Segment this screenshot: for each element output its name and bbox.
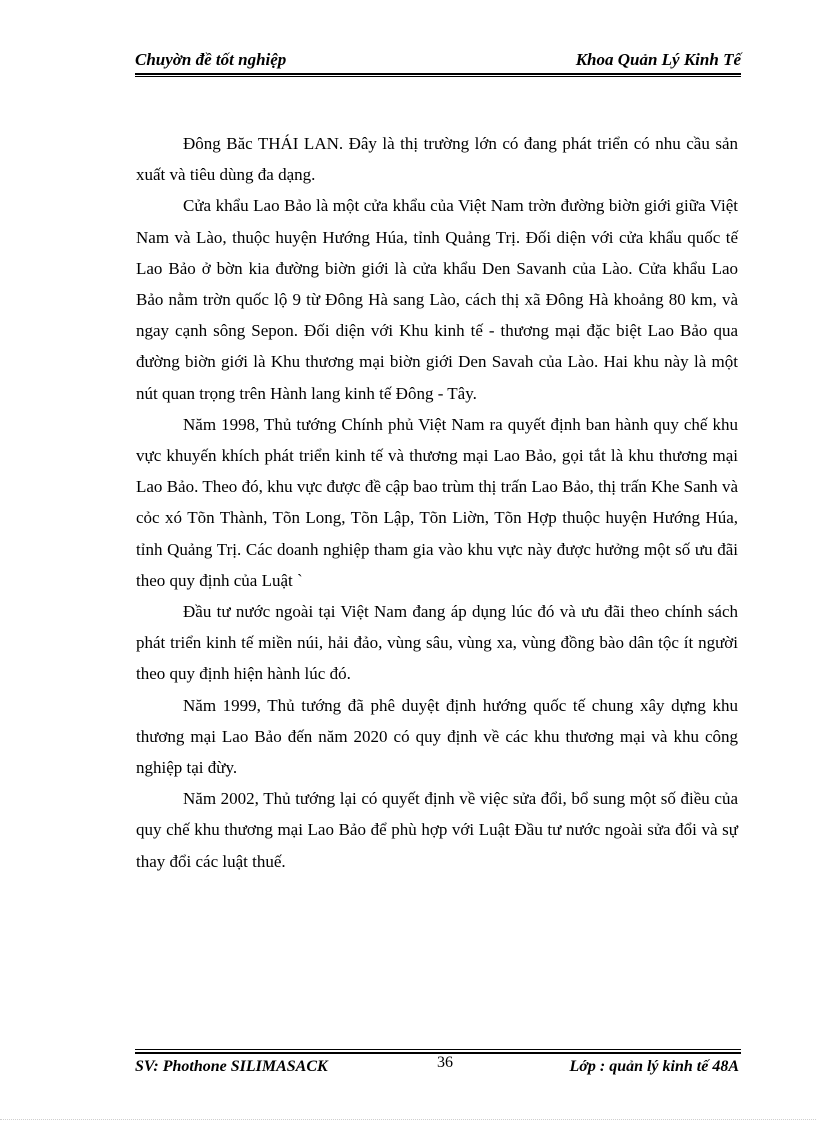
footer-class: Lớp : quản lý kinh tế 48A	[569, 1058, 739, 1075]
paragraph: Đông Băc THÁI LAN. Đây là thị trường lớn có đang phát triển có nhu cầu sản xuất và tiêu dùng đa dạng.	[136, 134, 738, 185]
header-faculty: Khoa Quản Lý Kinh Tế	[575, 50, 741, 69]
header-thesis-title: Chuyờn đề tốt nghiệp	[135, 50, 287, 69]
page-footer	[135, 1049, 741, 1079]
page-header	[135, 46, 741, 74]
paragraph: Cửa khẩu Lao Bảo là một cửa khẩu của Việt Nam trờn đường biờn giới giữa Việt Nam và Lào, thuộc huyện Hướng Húa, tỉnh Quảng Trị. Đối diện với cửa khẩu quốc tế Lao Bảo ở bờn kia đường biờn giới là cửa khẩu Den Savanh của Lào. Cửa khẩu Lao Bảo nằm trờn quốc lộ 9 từ Đông Hà sang Lào, cách thị xã Đông Hà khoảng 80 km, và ngay cạnh sông Sepon. Đối diện với Khu kinh tế - thương mại đặc biệt Lao Bảo qua đường biờn giới là Khu thương mại biờn giới Den Savah của Lào. Hai khu này là một nút quan trọng trên Hành lang kinh tế Đông - Tây.	[136, 196, 738, 403]
header-rule-thick	[135, 73, 741, 75]
paragraph: Năm 1999, Thủ tướng đã phê duyệt định hướng quốc tế chung xây dựng khu thương mại Lao Bảo đến năm 2020 có quy định về các khu thương mại và khu công nghiệp tại đừy.	[136, 695, 738, 778]
paragraph: Năm 1998, Thủ tướng Chính phủ Việt Nam ra quyết định ban hành quy chế khu vực khuyến khích phát triển kinh tế và thương mại Lao Bảo, gọi tắt là khu thương mại Lao Bảo. Theo đó, khu vực được đề cập bao trùm thị trấn Lao Bảo, thị trấn Khe Sanh và cỏc xó Tõn Thành, Tõn Long, Tõn Lập, Tõn Liờn, Tõn Hợp thuộc huyện Hướng Húa, tỉnh Quảng Trị. Các doanh nghiệp tham gia vào khu vực này được hưởng một số ưu đãi theo quy định của Luật `	[136, 414, 738, 590]
footer-rule-thin	[135, 1049, 741, 1050]
footer-student-name: SV: Phothone SILIMASACK	[135, 1058, 328, 1075]
page-number: 36	[437, 1054, 453, 1071]
page-edge-divider	[0, 1119, 816, 1120]
body-text	[136, 128, 738, 877]
header-rule-thin	[135, 76, 741, 77]
paragraph: Năm 2002, Thủ tướng lại có quyết định về việc sửa đổi, bổ sung một số điều của quy chế khu thương mại Lao Bảo để phù hợp với Luật Đầu tư nước ngoài sửa đổi và sự thay đổi các luật thuế.	[136, 789, 738, 871]
paragraph: Đầu tư nước ngoài tại Việt Nam đang áp dụng lúc đó và ưu đãi theo chính sách phát triển kinh tế miền núi, hải đảo, vùng sâu, vùng xa, vùng đồng bào dân tộc ít người theo quy định hiện hành lúc đó.	[136, 602, 738, 684]
